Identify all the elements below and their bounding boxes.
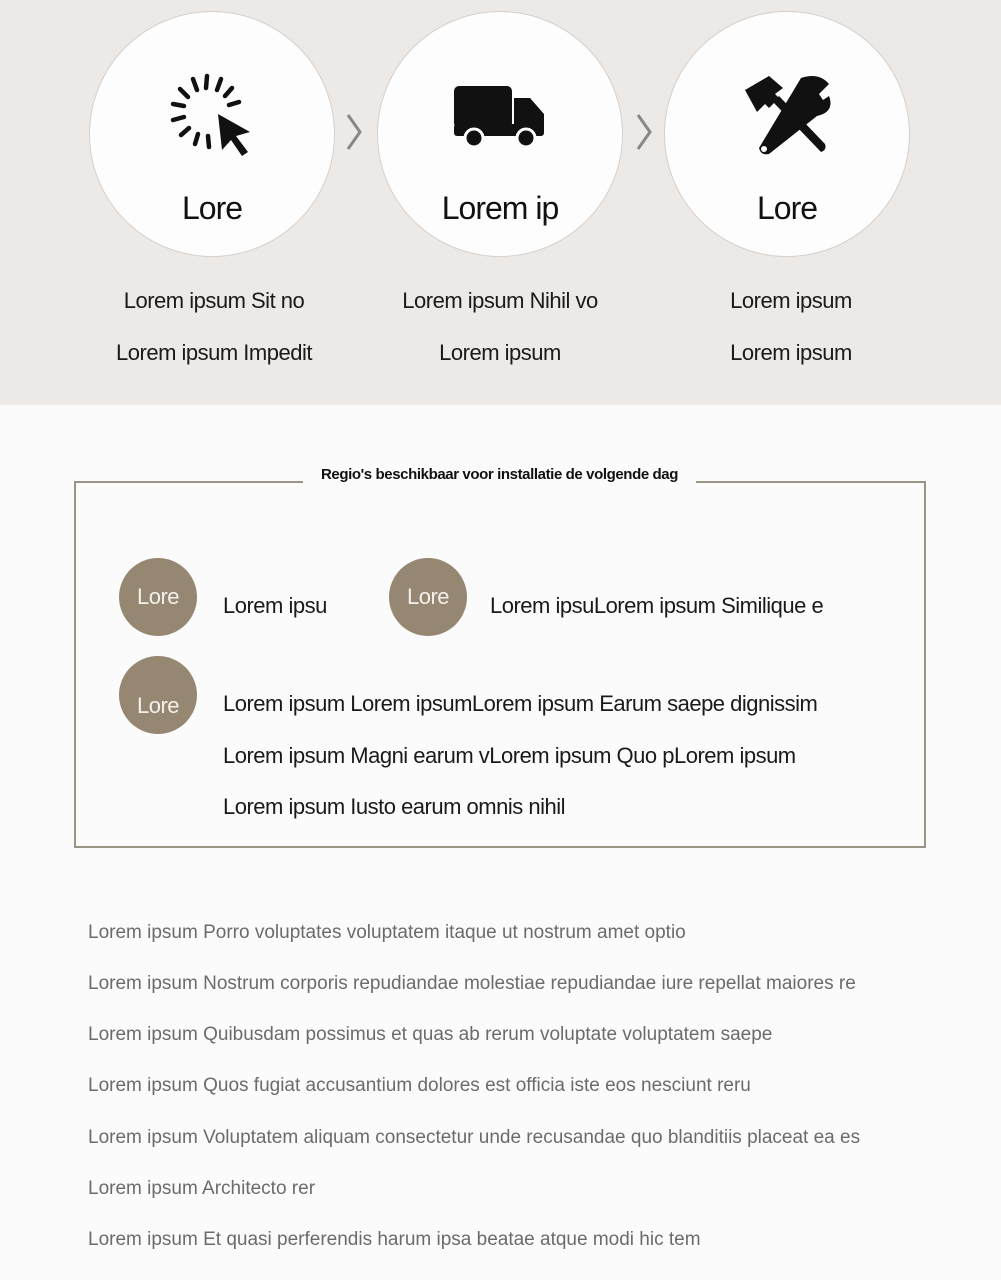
info-line: Lorem ipsum Et quasi perferendis harum ipsa beatae atque modi hic tem (88, 1229, 701, 1250)
step-1-title: Lore (181, 190, 243, 226)
chevron-right-icon (344, 112, 364, 152)
step-1-circle (89, 11, 335, 257)
chevron-right-icon (634, 112, 654, 152)
step-3-circle (664, 11, 910, 257)
region-text: Lorem ipsu (223, 593, 327, 618)
step-1-line-1: Lorem ipsum Sit no (123, 288, 305, 313)
info-line: Lorem ipsum Architecto rer (88, 1178, 316, 1199)
step-3-title: Lore (756, 190, 818, 226)
info-line: Lorem ipsum Porro voluptates voluptatem itaque ut nostrum amet optio (88, 922, 686, 943)
regions-box (74, 481, 926, 848)
region-text: Lorem ipsum Lorem ipsumLorem ipsum Earum saepe dignissim (223, 691, 818, 716)
info-line: Lorem ipsum Quibusdam possimus et quas ab rerum voluptate voluptatem saepe (88, 1024, 773, 1045)
hammer-wrench-icon (739, 72, 835, 161)
info-line: Lorem ipsum Voluptatem aliquam consectetur unde recusandae quo blanditiis placeat ea es (88, 1127, 861, 1148)
step-2-line-1: Lorem ipsum Nihil vo (402, 288, 598, 313)
regions-heading: Regio's beschikbaar voor installatie de volgende dag (303, 465, 696, 485)
region-text: Lorem ipsuLorem ipsum Similique e (490, 593, 824, 618)
region-text: Lorem ipsum Iusto earum omnis nihil (223, 794, 565, 819)
step-3-line-2: Lorem ipsum (730, 340, 852, 365)
region-text: Lorem ipsum Magni earum vLorem ipsum Quo pLorem ipsum (223, 743, 796, 768)
step-2-title: Lorem ip (441, 190, 559, 226)
region-badge: Lore (389, 558, 467, 636)
step-1-line-2: Lorem ipsum Impedit (116, 340, 312, 365)
step-2-circle (377, 11, 623, 257)
loading-cursor-icon (162, 72, 262, 172)
region-badge: Lore (119, 656, 197, 734)
delivery-truck-icon (452, 84, 548, 155)
step-3-line-1: Lorem ipsum (730, 288, 852, 313)
info-line: Lorem ipsum Nostrum corporis repudiandae molestiae repudiandae iure repellat maiores re (88, 973, 856, 994)
info-line: Lorem ipsum Quos fugiat accusantium dolores est officia iste eos nesciunt reru (88, 1075, 751, 1096)
step-2-line-2: Lorem ipsum (439, 340, 561, 365)
region-badge: Lore (119, 558, 197, 636)
steps-section (0, 0, 1001, 405)
